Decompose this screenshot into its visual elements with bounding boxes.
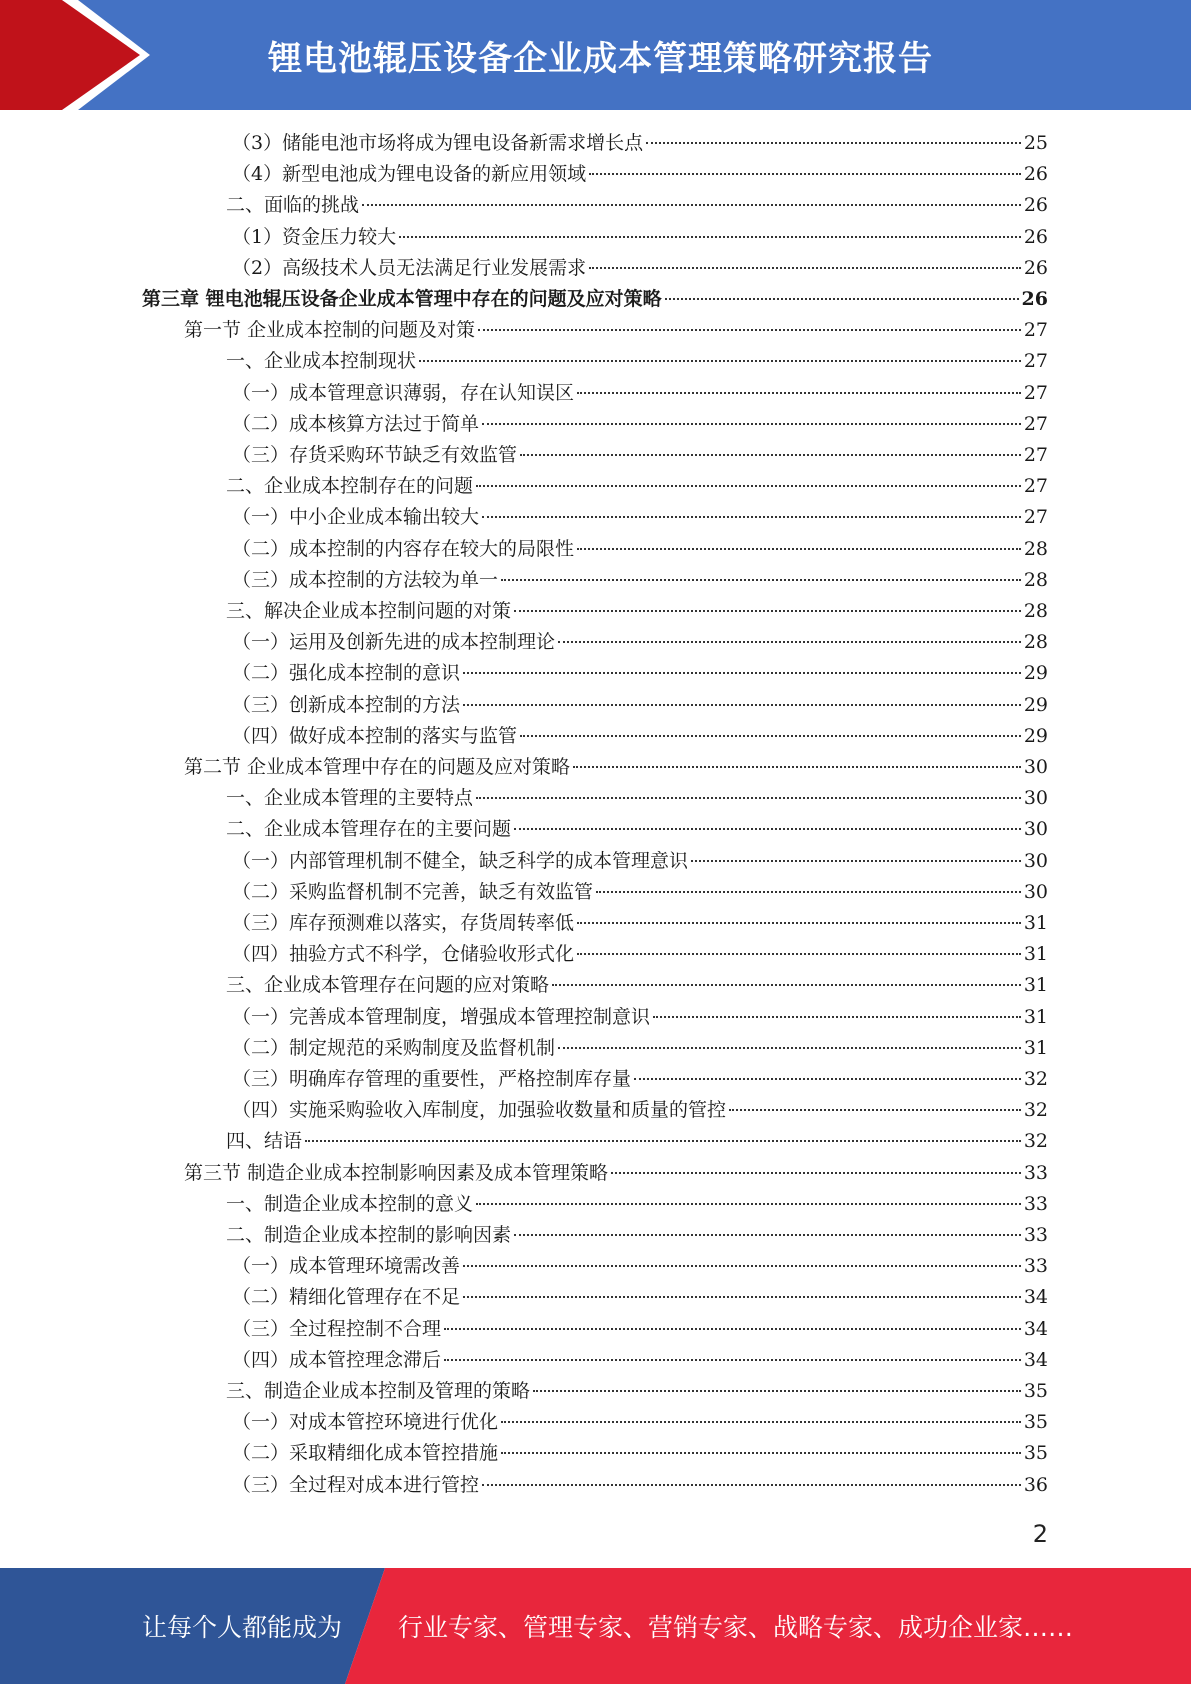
toc-dot-leader — [482, 423, 1021, 425]
toc-entry[interactable] — [232, 502, 1048, 533]
toc-entry[interactable] — [232, 721, 1048, 752]
toc-entry-title: （二）精细化管理存在不足 — [232, 1286, 461, 1309]
toc-entry[interactable] — [142, 284, 1048, 315]
toc-entry[interactable] — [232, 222, 1048, 253]
toc-entry-title: （四）成本管控理念滞后 — [232, 1348, 442, 1371]
toc-entry-page: 30 — [1023, 787, 1048, 810]
page-footer — [0, 1568, 1191, 1684]
toc-entry[interactable] — [226, 471, 1048, 502]
toc-dot-leader — [665, 298, 1019, 300]
toc-entry-page: 27 — [1023, 475, 1048, 498]
toc-dot-leader — [478, 329, 1021, 331]
toc-entry[interactable] — [232, 1407, 1048, 1438]
toc-entry-title: （二）强化成本控制的意识 — [232, 662, 461, 685]
toc-entry-title: （二）采购监督机制不完善，缺乏有效监管 — [232, 880, 594, 903]
toc-dot-leader — [520, 454, 1021, 456]
toc-entry-title: （三）创新成本控制的方法 — [232, 693, 461, 716]
toc-entry-page: 33 — [1023, 1192, 1048, 1215]
toc-dot-leader — [634, 1078, 1021, 1080]
toc-entry-page: 30 — [1023, 818, 1048, 841]
toc-dot-leader — [558, 641, 1021, 643]
toc-entry[interactable] — [232, 128, 1048, 159]
toc-dot-leader — [476, 797, 1021, 799]
toc-entry[interactable] — [232, 1345, 1048, 1376]
toc-entry[interactable] — [232, 1095, 1048, 1126]
toc-entry-page: 31 — [1023, 1005, 1048, 1028]
toc-entry-title: 一、企业成本管理的主要特点 — [226, 787, 474, 810]
toc-entry[interactable] — [232, 1314, 1048, 1345]
toc-entry[interactable] — [232, 565, 1048, 596]
toc-entry-page: 26 — [1023, 163, 1048, 186]
toc-dot-leader — [476, 485, 1021, 487]
toc-entry-title: 四、结语 — [226, 1130, 303, 1153]
toc-dot-leader — [533, 1390, 1021, 1392]
toc-entry[interactable] — [232, 1470, 1048, 1501]
toc-entry-page: 27 — [1023, 506, 1048, 529]
toc-entry[interactable] — [226, 190, 1048, 221]
toc-entry-title: （二）成本控制的内容存在较大的局限性 — [232, 537, 575, 560]
toc-dot-leader — [463, 1265, 1021, 1267]
toc-entry[interactable] — [226, 596, 1048, 627]
toc-entry-title: （一）中小企业成本输出较大 — [232, 506, 480, 529]
toc-dot-leader — [444, 1359, 1021, 1361]
toc-entry-title: （一）对成本管控环境进行优化 — [232, 1411, 499, 1434]
toc-dot-leader — [463, 1296, 1021, 1298]
toc-entry-title: （四）抽验方式不科学，仓储验收形式化 — [232, 943, 575, 966]
toc-entry[interactable] — [232, 378, 1048, 409]
toc-dot-leader — [729, 1109, 1021, 1111]
toc-dot-leader — [501, 1421, 1021, 1423]
toc-entry-title: （3）储能电池市场将成为锂电设备新需求增长点 — [232, 132, 644, 154]
document-title: 锂电池辊压设备企业成本管理策略研究报告 — [268, 38, 933, 79]
toc-entry-title: 二、企业成本控制存在的问题 — [226, 475, 474, 498]
toc-entry[interactable] — [232, 1438, 1048, 1469]
toc-entry[interactable] — [232, 627, 1048, 658]
toc-dot-leader — [577, 548, 1021, 550]
toc-entry-page: 33 — [1023, 1255, 1048, 1278]
toc-entry-page: 27 — [1023, 350, 1048, 373]
toc-entry[interactable] — [226, 783, 1048, 814]
toc-entry-title: （1）资金压力较大 — [232, 225, 397, 248]
toc-entry[interactable] — [232, 690, 1048, 721]
toc-entry[interactable] — [232, 1282, 1048, 1313]
toc-entry[interactable] — [232, 1002, 1048, 1033]
toc-dot-leader — [596, 891, 1021, 893]
toc-entry-title: 第一节 企业成本控制的问题及对策 — [184, 319, 476, 342]
toc-entry-title: （三）库存预测难以落实，存货周转率低 — [232, 912, 575, 934]
toc-entry-title: 第二节 企业成本管理中存在的问题及应对策略 — [184, 756, 571, 778]
toc-entry-page: 28 — [1023, 568, 1048, 591]
toc-entry-title: （二）成本核算方法过于简单 — [232, 412, 480, 435]
toc-entry-page: 33 — [1023, 1224, 1048, 1246]
toc-dot-leader — [691, 860, 1021, 862]
toc-dot-leader — [476, 1203, 1021, 1205]
toc-entry-page: 36 — [1023, 1473, 1048, 1496]
toc-entry-page: 30 — [1023, 756, 1048, 778]
toc-dot-leader — [577, 953, 1021, 955]
toc-entry[interactable] — [232, 409, 1048, 440]
toc-dot-leader — [399, 236, 1021, 238]
toc-entry-page: 27 — [1023, 412, 1048, 435]
toc-entry-title: （一）成本管理环境需改善 — [232, 1255, 461, 1278]
toc-dot-leader — [482, 1484, 1021, 1486]
toc-entry-page: 32 — [1023, 1068, 1048, 1090]
footer-slogan-right: 行业专家、管理专家、营销专家、战略专家、成功企业家…… — [398, 1613, 1074, 1642]
toc-entry-page: 31 — [1023, 1036, 1048, 1059]
toc-entry-page: 25 — [1023, 132, 1048, 154]
toc-entry-title: （2）高级技术人员无法满足行业发展需求 — [232, 256, 587, 279]
toc-entry[interactable] — [226, 970, 1048, 1001]
toc-entry[interactable] — [184, 752, 1048, 783]
toc-dot-leader — [589, 267, 1021, 269]
toc-entry-page: 34 — [1023, 1317, 1048, 1340]
toc-dot-leader — [558, 1047, 1021, 1049]
toc-entry-page: 34 — [1023, 1348, 1048, 1371]
toc-entry-title: （4）新型电池成为锂电设备的新应用领域 — [232, 163, 587, 186]
toc-entry[interactable] — [232, 1251, 1048, 1282]
toc-dot-leader — [577, 392, 1021, 394]
toc-dot-leader — [444, 1328, 1021, 1330]
toc-entry-page: 35 — [1023, 1380, 1048, 1402]
toc-dot-leader — [514, 1234, 1021, 1236]
toc-entry[interactable] — [184, 315, 1048, 346]
toc-entry[interactable] — [232, 253, 1048, 284]
toc-dot-leader — [362, 204, 1021, 206]
toc-dot-leader — [646, 142, 1021, 144]
toc-entry-page: 30 — [1023, 880, 1048, 903]
toc-dot-leader — [573, 766, 1021, 768]
toc-entry-page: 29 — [1023, 662, 1048, 685]
toc-entry-title: （三）全过程对成本进行管控 — [232, 1473, 480, 1496]
toc-entry-title: 一、企业成本控制现状 — [226, 350, 417, 373]
toc-entry-title: （三）存货采购环节缺乏有效监管 — [232, 444, 518, 466]
toc-entry-title: 三、企业成本管理存在问题的应对策略 — [226, 974, 550, 997]
toc-dot-leader — [501, 579, 1021, 581]
toc-entry-page: 29 — [1023, 693, 1048, 716]
toc-entry-page: 27 — [1023, 444, 1048, 466]
toc-entry-page: 28 — [1023, 600, 1048, 622]
toc-entry[interactable] — [232, 939, 1048, 970]
toc-entry-page: 35 — [1023, 1442, 1048, 1465]
toc-entry-page: 31 — [1023, 943, 1048, 966]
toc-entry[interactable] — [226, 814, 1048, 845]
toc-entry-page: 30 — [1023, 849, 1048, 872]
toc-entry[interactable] — [226, 1220, 1048, 1251]
toc-entry-title: （三）成本控制的方法较为单一 — [232, 568, 499, 591]
toc-dot-leader — [419, 360, 1021, 362]
footer-slogan-left: 让每个人都能成为 — [142, 1613, 343, 1642]
toc-entry[interactable] — [232, 440, 1048, 471]
toc-entry[interactable] — [232, 1064, 1048, 1095]
toc-entry[interactable] — [232, 908, 1048, 939]
page-number: 2 — [1032, 1520, 1048, 1548]
toc-entry-page: 28 — [1023, 537, 1048, 560]
toc-entry-page: 27 — [1023, 381, 1048, 404]
toc-entry-title: 一、制造企业成本控制的意义 — [226, 1192, 474, 1215]
toc-dot-leader — [611, 1172, 1021, 1174]
toc-entry-page: 26 — [1023, 225, 1048, 248]
toc-entry-title: 二、面临的挑战 — [226, 194, 360, 217]
toc-dot-leader — [463, 672, 1021, 674]
toc-entry[interactable] — [232, 877, 1048, 908]
toc-entry-title: 三、制造企业成本控制及管理的策略 — [226, 1380, 531, 1402]
toc-dot-leader — [653, 1016, 1021, 1018]
toc-dot-leader — [305, 1140, 1021, 1142]
toc-entry[interactable] — [226, 1376, 1048, 1407]
toc-entry[interactable] — [232, 159, 1048, 190]
toc-entry-title: （一）成本管理意识薄弱，存在认知误区 — [232, 381, 575, 404]
toc-dot-leader — [577, 922, 1021, 924]
toc-entry[interactable] — [232, 846, 1048, 877]
toc-entry[interactable] — [184, 1158, 1048, 1189]
toc-entry-title: （二）制定规范的采购制度及监督机制 — [232, 1036, 556, 1059]
toc-entry-title: （一）内部管理机制不健全，缺乏科学的成本管理意识 — [232, 849, 689, 872]
toc-dot-leader — [501, 1452, 1021, 1454]
toc-entry-title: 三、解决企业成本控制问题的对策 — [226, 600, 512, 622]
toc-entry[interactable] — [226, 346, 1048, 377]
toc-entry-title: 二、企业成本管理存在的主要问题 — [226, 818, 512, 841]
toc-entry-title: 第三节 制造企业成本控制影响因素及成本管理策略 — [184, 1161, 609, 1184]
toc-entry-page: 31 — [1023, 974, 1048, 997]
toc-entry-title: （一）运用及创新先进的成本控制理论 — [232, 631, 556, 654]
toc-dot-leader — [589, 173, 1021, 175]
toc-entry-page: 32 — [1023, 1130, 1048, 1153]
toc-entry[interactable] — [226, 1126, 1048, 1157]
toc-entry-page: 35 — [1023, 1411, 1048, 1434]
toc-entry-page: 32 — [1023, 1099, 1048, 1122]
toc-entry-page: 29 — [1023, 724, 1048, 747]
toc-entry-title: （四）实施采购验收入库制度，加强验收数量和质量的管控 — [232, 1099, 727, 1122]
toc-dot-leader — [463, 704, 1021, 706]
toc-entry[interactable] — [232, 534, 1048, 565]
toc-dot-leader — [520, 735, 1021, 737]
toc-entry-page: 26 — [1023, 256, 1048, 279]
toc-dot-leader — [514, 828, 1021, 830]
toc-entry-page: 26 — [1023, 194, 1048, 217]
toc-entry[interactable] — [232, 658, 1048, 689]
toc-entry-title: （二）采取精细化成本管控措施 — [232, 1442, 499, 1465]
toc-entry-page: 34 — [1023, 1286, 1048, 1309]
toc-entry-page: 28 — [1023, 631, 1048, 654]
toc-entry-title: （一）完善成本管理制度，增强成本管理控制意识 — [232, 1005, 651, 1028]
toc-entry[interactable] — [226, 1189, 1048, 1220]
toc-entry-page: 33 — [1023, 1161, 1048, 1184]
toc-dot-leader — [514, 610, 1021, 612]
toc-entry-title: （四）做好成本控制的落实与监管 — [232, 724, 518, 747]
toc-entry-page: 27 — [1023, 319, 1048, 342]
toc-entry-page: 26 — [1021, 288, 1048, 310]
page-header — [0, 0, 1191, 110]
toc-entry-page: 31 — [1023, 912, 1048, 934]
toc-entry-title: 二、制造企业成本控制的影响因素 — [226, 1224, 512, 1246]
toc-dot-leader — [552, 984, 1021, 986]
toc-entry-title: （三）全过程控制不合理 — [232, 1317, 442, 1340]
toc-entry-title: 第三章 锂电池辊压设备企业成本管理中存在的问题及应对策略 — [142, 288, 662, 310]
toc-entry-title: （三）明确库存管理的重要性，严格控制库存量 — [232, 1068, 632, 1090]
toc-entry[interactable] — [232, 1033, 1048, 1064]
toc-dot-leader — [482, 516, 1021, 518]
